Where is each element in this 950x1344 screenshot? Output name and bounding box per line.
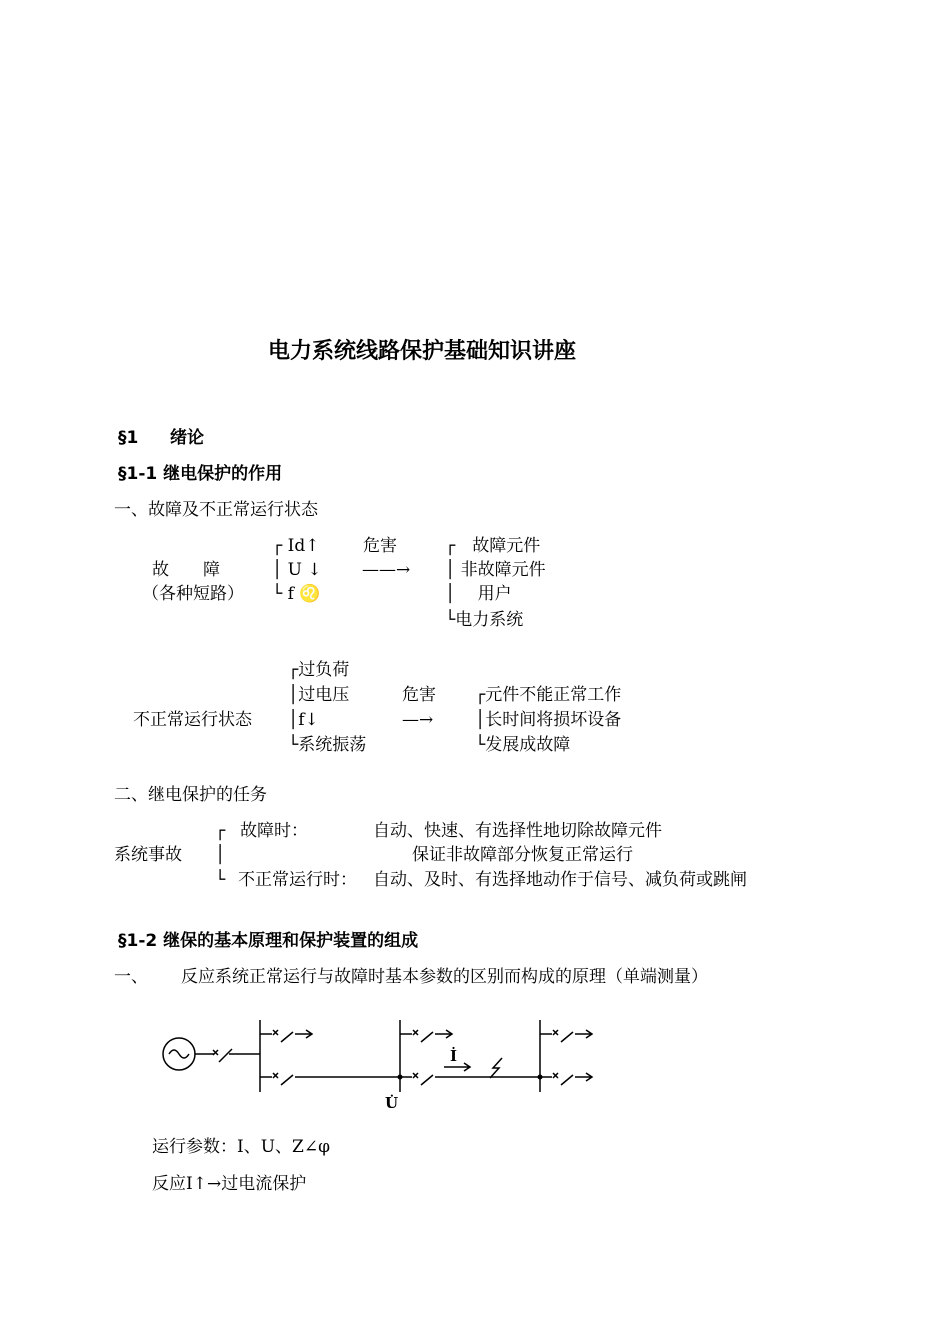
section-1-label: 绪论 xyxy=(170,428,204,448)
task-bracket: └ xyxy=(215,870,226,890)
current-label: İ xyxy=(450,1047,458,1065)
section-1-1-heading: §1-1 继电保护的作用 xyxy=(118,464,283,484)
bus-node xyxy=(538,1075,543,1080)
generator-icon xyxy=(169,1050,189,1058)
operating-parameters: 运行参数：I、U、Z∠φ xyxy=(152,1137,331,1157)
fault-sublabel: （各种短路） xyxy=(142,584,244,604)
abnormal-label: 不正常运行状态 xyxy=(133,710,252,730)
feeder-2-top xyxy=(400,1030,452,1042)
task-bracket: ┌ xyxy=(215,821,226,841)
fault-arrow: ——→ xyxy=(362,560,411,580)
fault-harm-label: 危害 xyxy=(363,536,397,556)
fault-effect: ┌ 故障元件 xyxy=(445,536,541,556)
fault-effect: │ 非故障元件 xyxy=(445,560,546,580)
feeder-2-bottom xyxy=(400,1073,540,1085)
task-condition: 不正常运行时： xyxy=(238,870,357,890)
task-condition: 故障时： xyxy=(240,821,308,841)
task-action: 自动、及时、有选择地动作于信号、减负荷或跳闸 xyxy=(373,870,747,890)
abnormal-param: └系统振荡 xyxy=(288,735,367,755)
task-action: 自动、快速、有选择性地切除故障元件 xyxy=(373,821,662,841)
abnormal-param: │f↓ xyxy=(288,710,319,730)
feeder-1-top xyxy=(260,1030,312,1042)
abnormal-arrow: —→ xyxy=(402,710,434,730)
task-heading: 二、继电保护的任务 xyxy=(114,785,267,805)
section-1-mark: §1 xyxy=(118,428,139,448)
generator-breaker xyxy=(213,1049,232,1062)
task-label: 系统事故 xyxy=(114,845,182,865)
section-1-2-heading: §1-2 继保的基本原理和保护装置的组成 xyxy=(118,931,419,951)
abnormal-effect: │长时间将损坏设备 xyxy=(475,710,622,730)
page-title: 电力系统线路保护基础知识讲座 xyxy=(268,339,577,364)
fault-heading: 一、故障及不正常运行状态 xyxy=(114,500,318,520)
abnormal-effect: ┌元件不能正常工作 xyxy=(475,685,622,705)
abnormal-param: ┌过负荷 xyxy=(288,660,350,680)
abnormal-effect: └发展成故障 xyxy=(475,735,571,755)
task-bracket: │ xyxy=(215,845,226,865)
fault-label: 故 障 xyxy=(152,560,220,580)
fault-effect: └电力系统 xyxy=(445,610,524,630)
abnormal-param: │过电压 xyxy=(288,685,350,705)
feeder-3-bottom xyxy=(540,1073,592,1085)
principle-text: 反应系统正常运行与故障时基本参数的区别而构成的原理（单端测量） xyxy=(181,967,708,987)
task-action: 保证非故障部分恢复正常运行 xyxy=(412,845,633,865)
fault-param: ┌ Id↑ xyxy=(272,536,320,556)
abnormal-harm-label: 危害 xyxy=(402,685,436,705)
overcurrent-protection-line: 反应I↑→过电流保护 xyxy=(152,1174,307,1194)
fault-lightning-icon xyxy=(490,1058,502,1078)
bus-node xyxy=(398,1075,403,1080)
voltage-label: U̇ xyxy=(385,1094,399,1112)
fault-effect: │ 用户 xyxy=(445,584,512,604)
fault-param: │ U ↓ xyxy=(272,560,322,580)
feeder-1-bottom xyxy=(260,1073,400,1085)
principle-number: 一、 xyxy=(114,967,148,987)
feeder-3-top xyxy=(540,1030,592,1042)
fault-param: └ f ♌ xyxy=(272,584,321,604)
